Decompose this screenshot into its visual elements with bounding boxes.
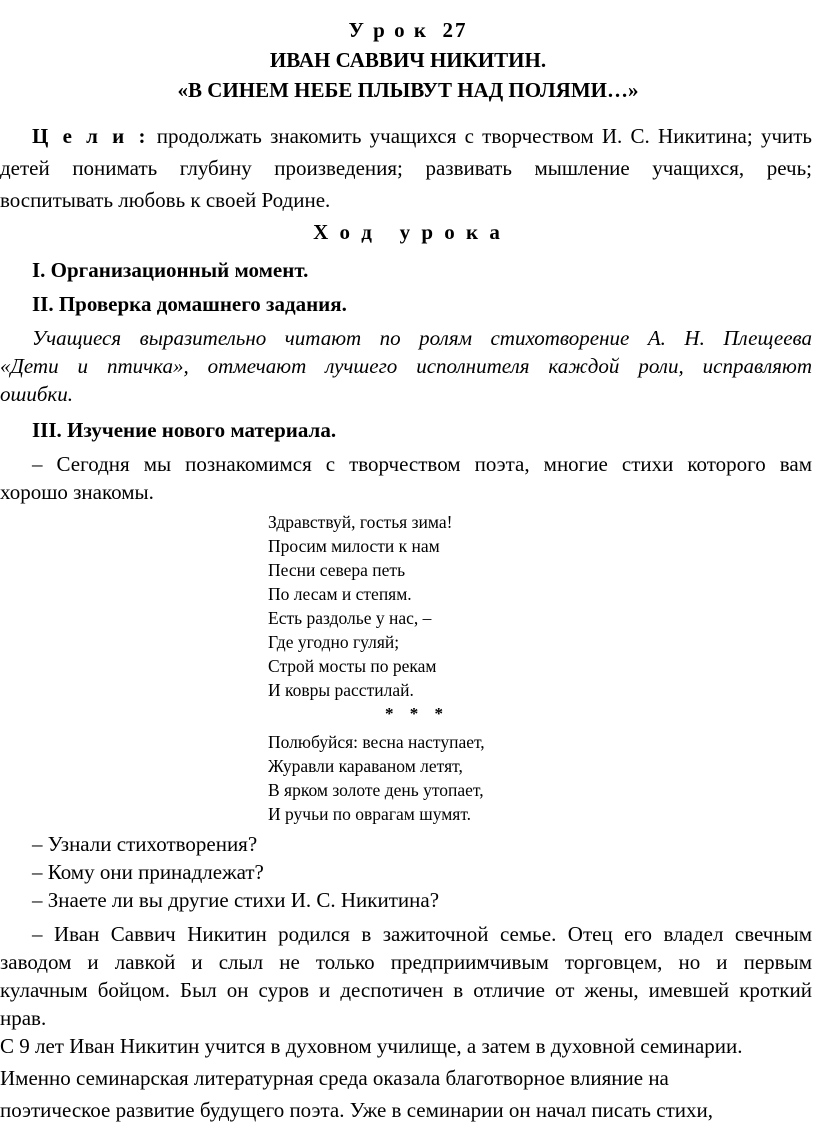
poem-title-heading: «В СИНЕМ НЕБЕ ПЛЫВУТ НАД ПОЛЯМИ…» bbox=[177, 78, 639, 102]
question-2: – Кому они принадлежат? bbox=[32, 860, 264, 884]
poem-1-line: По лесам и степям. bbox=[268, 584, 412, 604]
poem-1-line: Здравствуй, гостья зима! bbox=[268, 512, 453, 532]
homework-line-2: «Дети и птичка», отмечают лучшего исполнителя каждой роли, исправляют bbox=[0, 354, 812, 378]
section-1-heading: I. Организационный момент. bbox=[32, 258, 309, 282]
intro-line-2: хорошо знакомы. bbox=[0, 480, 154, 504]
bio-line-1: – Иван Саввич Никитин родился в зажиточной семье. Отец его владел свечным bbox=[32, 922, 812, 946]
bio-line-6: Именно семинарская литературная среда оказала благотворное влияние на bbox=[0, 1066, 669, 1090]
poem-separator: * * * bbox=[385, 704, 449, 723]
bio-line-4: нрав. bbox=[0, 1006, 47, 1030]
lesson-number: У р о к 27 bbox=[348, 18, 468, 42]
goals-label: Ц е л и : bbox=[32, 124, 149, 148]
bio-line-3: кулачным бойцом. Был он суров и деспотичен в отличие от жены, имевшей кроткий bbox=[0, 978, 812, 1002]
bio-line-5: С 9 лет Иван Никитин учится в духовном училище, а затем в духовной семинарии. bbox=[0, 1034, 743, 1058]
poem-1-line: Песни севера петь bbox=[268, 560, 406, 580]
poem-1-line: И ковры расстилай. bbox=[268, 680, 414, 700]
poem-2-line: Полюбуйся: весна наступает, bbox=[268, 732, 485, 752]
course-heading: Х о д у р о к а bbox=[313, 220, 503, 244]
poem-1-line: Где угодно гуляй; bbox=[268, 632, 400, 652]
homework-line-3: ошибки. bbox=[0, 382, 73, 406]
goals-line-3: воспитывать любовь к своей Родине. bbox=[0, 188, 331, 212]
intro-line-1: – Сегодня мы познакомимся с творчеством поэта, многие стихи которого вам bbox=[32, 452, 812, 476]
poem-1-line: Есть раздолье у нас, – bbox=[268, 608, 432, 628]
bio-line-7: поэтическое развитие будущего поэта. Уже в семинарии он начал писать стихи, bbox=[0, 1098, 713, 1122]
poem-1-line: Просим милости к нам bbox=[268, 536, 440, 556]
section-2-heading: II. Проверка домашнего задания. bbox=[32, 292, 347, 316]
poem-2-line: И ручьи по оврагам шумят. bbox=[268, 804, 472, 824]
question-1: – Узнали стихотворения? bbox=[32, 832, 258, 856]
homework-line-1: Учащиеся выразительно читают по ролям стихотворение А. Н. Плещеева bbox=[32, 326, 812, 350]
goals-line-2: детей понимать глубину произведения; развивать мышление учащихся, речь; bbox=[0, 156, 812, 180]
author-heading: ИВАН САВВИЧ НИКИТИН. bbox=[269, 48, 547, 72]
goals-text-1: продолжать знакомить учащихся с творчеством И. С. Никитина; учить bbox=[148, 124, 813, 148]
poem-2-line: Журавли караваном летят, bbox=[268, 756, 463, 776]
bio-line-2: заводом и лавкой и слыл не только предприимчивым торговцем, но и первым bbox=[0, 950, 812, 974]
poem-1-line: Строй мосты по рекам bbox=[268, 656, 437, 676]
goals-line-1 bbox=[0, 120, 812, 152]
question-3: – Знаете ли вы другие стихи И. С. Никитина? bbox=[32, 888, 440, 912]
section-3-heading: III. Изучение нового материала. bbox=[32, 418, 337, 442]
poem-2-line: В ярком золоте день утопает, bbox=[268, 780, 484, 800]
